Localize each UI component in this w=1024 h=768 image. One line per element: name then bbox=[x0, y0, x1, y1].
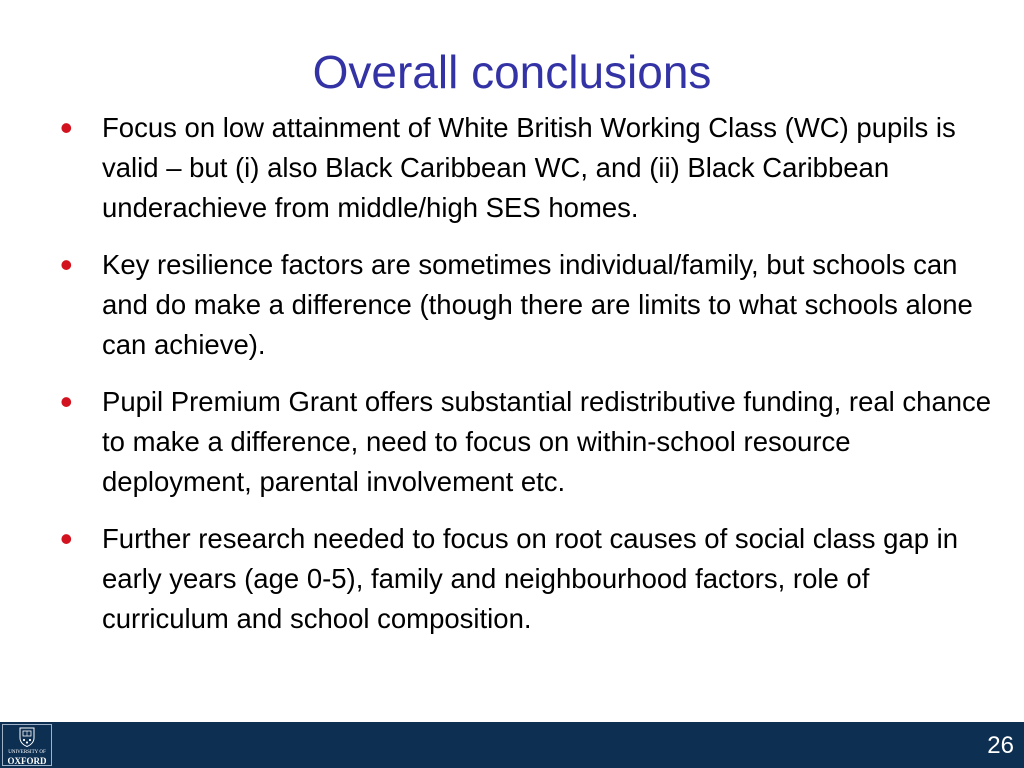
logo-line-2: OXFORD bbox=[7, 756, 47, 766]
university-logo bbox=[2, 724, 52, 766]
bullet-list bbox=[60, 108, 1000, 656]
slide-number: 26 bbox=[987, 732, 1014, 759]
bullet-marker: • bbox=[60, 518, 73, 559]
logo-line-1: UNIVERSITY OF bbox=[8, 750, 46, 755]
bullet-marker: • bbox=[60, 381, 73, 422]
bullet-text: Key resilience factors are sometimes individual/family, but schools can and do make a difference (though there are limits to what schools alone can achieve). bbox=[102, 249, 973, 360]
footer-bar bbox=[0, 722, 1024, 768]
bullet-text: Further research needed to focus on root causes of social class gap in early years (age 0-5), family and neighbourhood factors, role of curriculum and school composition. bbox=[102, 523, 959, 634]
bullet-text: Pupil Premium Grant offers substantial redistributive funding, real chance to make a difference, need to focus on within-school resource deployment, parental involvement etc. bbox=[102, 386, 992, 497]
bullet-text: Focus on low attainment of White British Working Class (WC) pupils is valid – but (i) also Black Caribbean WC, and (ii) Black Caribbean underachieve from middle/high SES homes. bbox=[102, 112, 956, 223]
bullet-item bbox=[60, 245, 1000, 365]
slide-title: Overall conclusions bbox=[312, 46, 712, 98]
bullet-item bbox=[60, 108, 1000, 228]
bullet-item bbox=[60, 382, 1000, 502]
university-crest-icon bbox=[19, 727, 35, 747]
bullet-marker: • bbox=[60, 244, 73, 285]
bullet-marker: • bbox=[60, 107, 73, 148]
bullet-item bbox=[60, 519, 1000, 639]
